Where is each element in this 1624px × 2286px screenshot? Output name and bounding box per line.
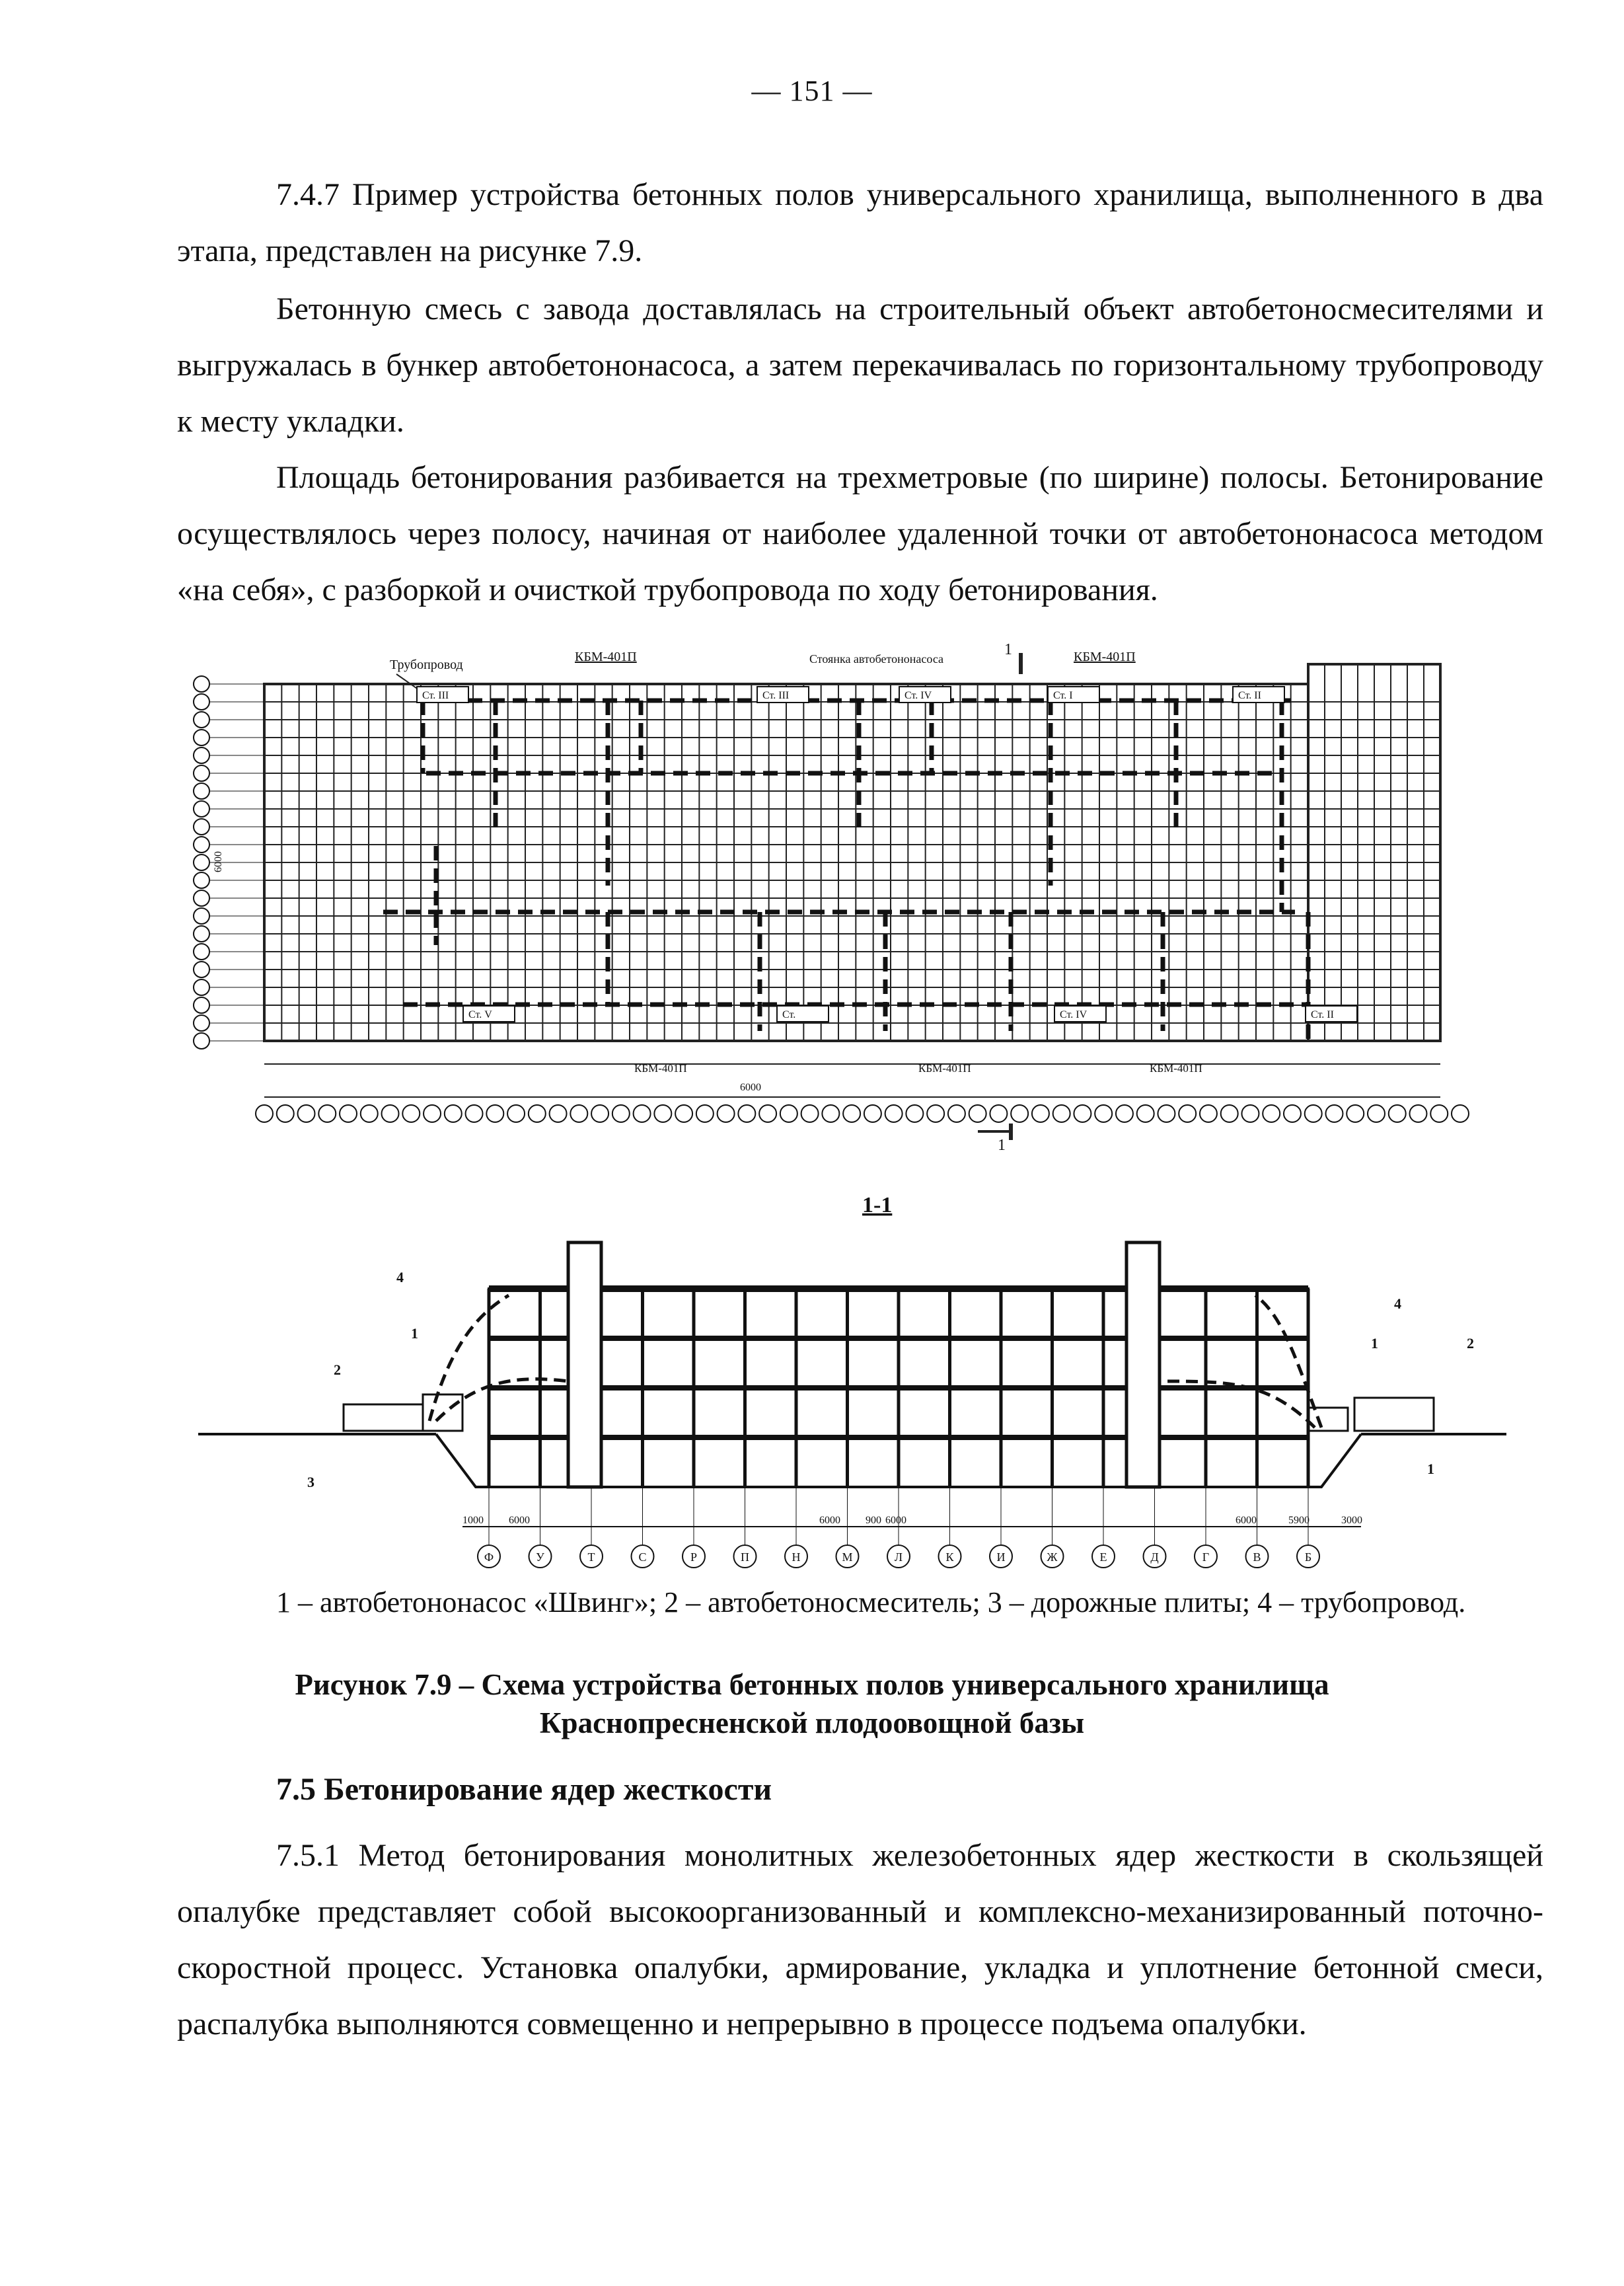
legend-text: 1 – автобетононасос «Швинг»; 2 – автобетоносмеситель; 3 – дорожные плиты; 4 – трубопровод. [276, 1586, 1466, 1619]
axis-label: Б [1304, 1550, 1312, 1564]
column-axis-circle [507, 1105, 525, 1122]
column-axis-circle [1409, 1105, 1426, 1122]
paragraph-text: Бетонную смесь с завода доставлялась на строительный объект автобетоносмесителями и выгружалась в бункер автобетононасоса, а затем перекачивалась по горизонтальному трубопроводу к месту укладки. [177, 291, 1543, 439]
row-axis-circle [194, 783, 209, 799]
column-axis-circle [1305, 1105, 1322, 1122]
callout-number: 1 [1371, 1335, 1378, 1352]
column-axis-circle [550, 1105, 567, 1122]
paragraph-text: 7.4.7 Пример устройства бетонных полов универсального хранилища, выполненного в два этапа, представлен на рисунке 7.9. [177, 177, 1543, 268]
column-axis-circle [1389, 1105, 1406, 1122]
dimension-bottom: 6000 [740, 1082, 761, 1093]
pipeline-label: Трубопровод [390, 658, 463, 672]
column-axis-circle [340, 1105, 357, 1122]
row-axis-circle [194, 712, 209, 728]
kbm-label-bottom-1: КБМ-401П [634, 1062, 687, 1075]
row-axis-circle [194, 872, 209, 888]
column-axis-circle [864, 1105, 881, 1122]
row-axis-circle [194, 730, 209, 745]
building-section [198, 1242, 1506, 1527]
core-shaft-right [1126, 1242, 1160, 1487]
kbm-label-right: КБМ-401П [1074, 650, 1136, 664]
column-axis-circle [382, 1105, 399, 1122]
row-axis-circle [194, 979, 209, 995]
column-axis-circle [256, 1105, 273, 1122]
pipeline-right [1163, 1295, 1321, 1428]
column-axis-circle [1011, 1105, 1028, 1122]
column-axis-circle [1430, 1105, 1448, 1122]
section-callouts [307, 1269, 1474, 1490]
column-axis-circle [1158, 1105, 1175, 1122]
column-axis-circle [675, 1105, 692, 1122]
column-axis-circle [445, 1105, 462, 1122]
figure-legend [177, 1583, 1543, 1622]
page-number: — 151 — [751, 75, 873, 107]
column-axis-circle [885, 1105, 903, 1122]
row-axis-circle [194, 819, 209, 835]
axis-label: Г [1202, 1550, 1210, 1564]
column-axis-circle [801, 1105, 819, 1122]
column-axis-circle [1241, 1105, 1259, 1122]
column-axis-circle [1053, 1105, 1070, 1122]
row-axis-circle [194, 944, 209, 960]
row-axis-circle [194, 890, 209, 906]
dimension-left: 6000 [213, 851, 224, 872]
pipeline-left [429, 1295, 568, 1421]
dimension-value: 6000 [1236, 1515, 1257, 1526]
callout-number: 2 [1467, 1335, 1474, 1352]
stage-tag-label: Ст. [782, 1009, 796, 1020]
row-axis-circle [194, 837, 209, 853]
stage-tag-label: Ст. V [468, 1009, 492, 1020]
column-axis-circle [634, 1105, 651, 1122]
plan-grid [264, 653, 1440, 1140]
column-axis-circle [529, 1105, 546, 1122]
column-axis-circle [1347, 1105, 1364, 1122]
axis-label: И [996, 1550, 1006, 1564]
column-axis-circle [1074, 1105, 1091, 1122]
axis-label: Л [894, 1550, 903, 1564]
column-axis-circle [822, 1105, 839, 1122]
column-axis-circle [298, 1105, 315, 1122]
row-axis-circle [194, 676, 209, 692]
callout-number: 2 [334, 1361, 341, 1378]
axis-label: Ф [484, 1550, 494, 1564]
column-axis-circle [570, 1105, 587, 1122]
section-cut-mark-top: 1 [1004, 641, 1012, 658]
axis-label: Д [1150, 1550, 1159, 1564]
row-axis-circle [194, 908, 209, 924]
callout-number: 1 [1427, 1461, 1434, 1477]
dimension-value: 6000 [509, 1515, 530, 1526]
column-axis-circle [1284, 1105, 1301, 1122]
column-axis-markers [256, 1105, 1469, 1122]
axis-label: Р [690, 1550, 698, 1564]
dimension-value: 5900 [1288, 1515, 1310, 1526]
row-axis-circle [194, 765, 209, 781]
section-cut-mark-bottom: 1 [998, 1137, 1006, 1154]
axis-label: Ж [1047, 1550, 1058, 1564]
truck-mixer-right [1354, 1398, 1434, 1431]
section-title: 1-1 [862, 1193, 893, 1217]
column-axis-circle [277, 1105, 294, 1122]
paragraph-7-4-7 [177, 167, 1543, 279]
pump-stand-label: Стоянка автобетононасоса [809, 652, 944, 666]
column-axis-circle [843, 1105, 860, 1122]
dimension-value: 6000 [885, 1515, 906, 1526]
paragraph-text: Площадь бетонирования разбивается на трехметровые (по ширине) полосы. Бетонирование осуществлялось через полосу, начиная от наиболее удаленной точки от автобетононасоса методом «на себя», с разборкой и очисткой трубопровода по ходу бетонирования. [177, 460, 1543, 607]
callout-number: 3 [307, 1474, 314, 1490]
paragraph-7-5-1 [177, 1827, 1543, 2052]
stage-tag-label: Ст. IV [904, 690, 932, 701]
axis-label: В [1253, 1550, 1261, 1564]
column-axis-circle [1116, 1105, 1133, 1122]
figure-caption: Рисунок 7.9 – Схема устройства бетонных полов универсального хранилища Краснопресненской плодоовощной базы [295, 1668, 1329, 1739]
stage-tag-label: Ст. IV [1060, 1009, 1088, 1020]
row-axis-circle [194, 962, 209, 977]
column-axis-circle [318, 1105, 336, 1122]
axis-label: С [638, 1550, 647, 1564]
column-axis-circle [1221, 1105, 1238, 1122]
axis-label: Н [792, 1550, 801, 1564]
section-dimensions [462, 1515, 1362, 1526]
row-axis-circle [194, 997, 209, 1013]
paragraph-concrete-delivery [177, 281, 1543, 449]
axis-label: П [741, 1550, 749, 1564]
row-axis-circle [194, 1015, 209, 1031]
section-heading: 7.5 Бетонирование ядер жесткости [276, 1772, 772, 1807]
column-axis-circle [906, 1105, 923, 1122]
dimension-value: 1000 [462, 1515, 484, 1526]
axis-label: У [536, 1550, 544, 1564]
stage-tag-label: Ст. III [422, 690, 449, 701]
dimension-value: 3000 [1341, 1515, 1362, 1526]
column-axis-circle [927, 1105, 944, 1122]
stage-tag-label: Ст. II [1311, 1009, 1334, 1020]
column-axis-circle [1032, 1105, 1049, 1122]
column-axis-circle [759, 1105, 776, 1122]
column-axis-circle [1325, 1105, 1343, 1122]
callout-number: 4 [396, 1269, 404, 1285]
column-axis-circle [696, 1105, 714, 1122]
truck-mixer-left [344, 1404, 423, 1431]
column-axis-circle [718, 1105, 735, 1122]
column-axis-circle [948, 1105, 965, 1122]
column-axis-circle [402, 1105, 420, 1122]
paragraph-concreting-area [177, 449, 1543, 618]
section-1-1-drawing [198, 1183, 1506, 1573]
dimension-value: 900 [866, 1515, 881, 1526]
stage-tag-label: Ст. III [762, 690, 790, 701]
column-axis-circle [1095, 1105, 1112, 1122]
column-axis-circle [780, 1105, 797, 1122]
row-axis-circle [194, 747, 209, 763]
dimension-value: 6000 [819, 1515, 840, 1526]
column-axis-circle [591, 1105, 609, 1122]
column-axis-circle [424, 1105, 441, 1122]
column-axis-circle [738, 1105, 755, 1122]
axis-label: М [842, 1550, 853, 1564]
core-shaft-left [568, 1242, 601, 1487]
column-axis-circle [1452, 1105, 1469, 1122]
callout-number: 1 [411, 1325, 418, 1342]
row-axis-circle [194, 855, 209, 870]
axis-label: Т [587, 1550, 595, 1564]
stage-tag-label: Ст. II [1238, 690, 1261, 701]
column-axis-circle [1263, 1105, 1280, 1122]
column-axis-circle [612, 1105, 630, 1122]
callout-number: 4 [1394, 1295, 1401, 1312]
column-axis-circle [969, 1105, 986, 1122]
row-axis-circle [194, 1033, 209, 1049]
column-axis-circle [1137, 1105, 1154, 1122]
kbm-label-left: КБМ-401П [575, 650, 637, 664]
column-axis-circle [1200, 1105, 1217, 1122]
axis-label: Е [1099, 1550, 1107, 1564]
kbm-label-bottom-3: КБМ-401П [1150, 1062, 1202, 1075]
floor-plan-drawing [185, 634, 1473, 1154]
row-axis-circle [194, 801, 209, 817]
row-axis-circle [194, 694, 209, 710]
column-axis-circle [1368, 1105, 1385, 1122]
column-axis-circle [361, 1105, 378, 1122]
stage-tag-label: Ст. I [1053, 690, 1073, 701]
axis-label: К [945, 1550, 954, 1564]
paragraph-text: 7.5.1 Метод бетонирования монолитных железобетонных ядер жесткости в скользящей опалубке представляет собой высокоорганизованный и комплексно-механизированный поточно-скоростной процесс. Установка опалубки, армирование, укладка и уплотнение бетонной смеси, распалубка выполняются совмещенно и непрерывно в процессе подъема опалубки. [177, 1838, 1543, 2041]
column-axis-circle [990, 1105, 1007, 1122]
kbm-label-bottom-2: КБМ-401П [918, 1062, 971, 1075]
column-axis-circle [1179, 1105, 1196, 1122]
row-axis-markers [194, 676, 264, 1049]
column-axis-circle [654, 1105, 671, 1122]
column-axis-circle [466, 1105, 483, 1122]
column-axis-circle [486, 1105, 503, 1122]
row-axis-circle [194, 926, 209, 942]
